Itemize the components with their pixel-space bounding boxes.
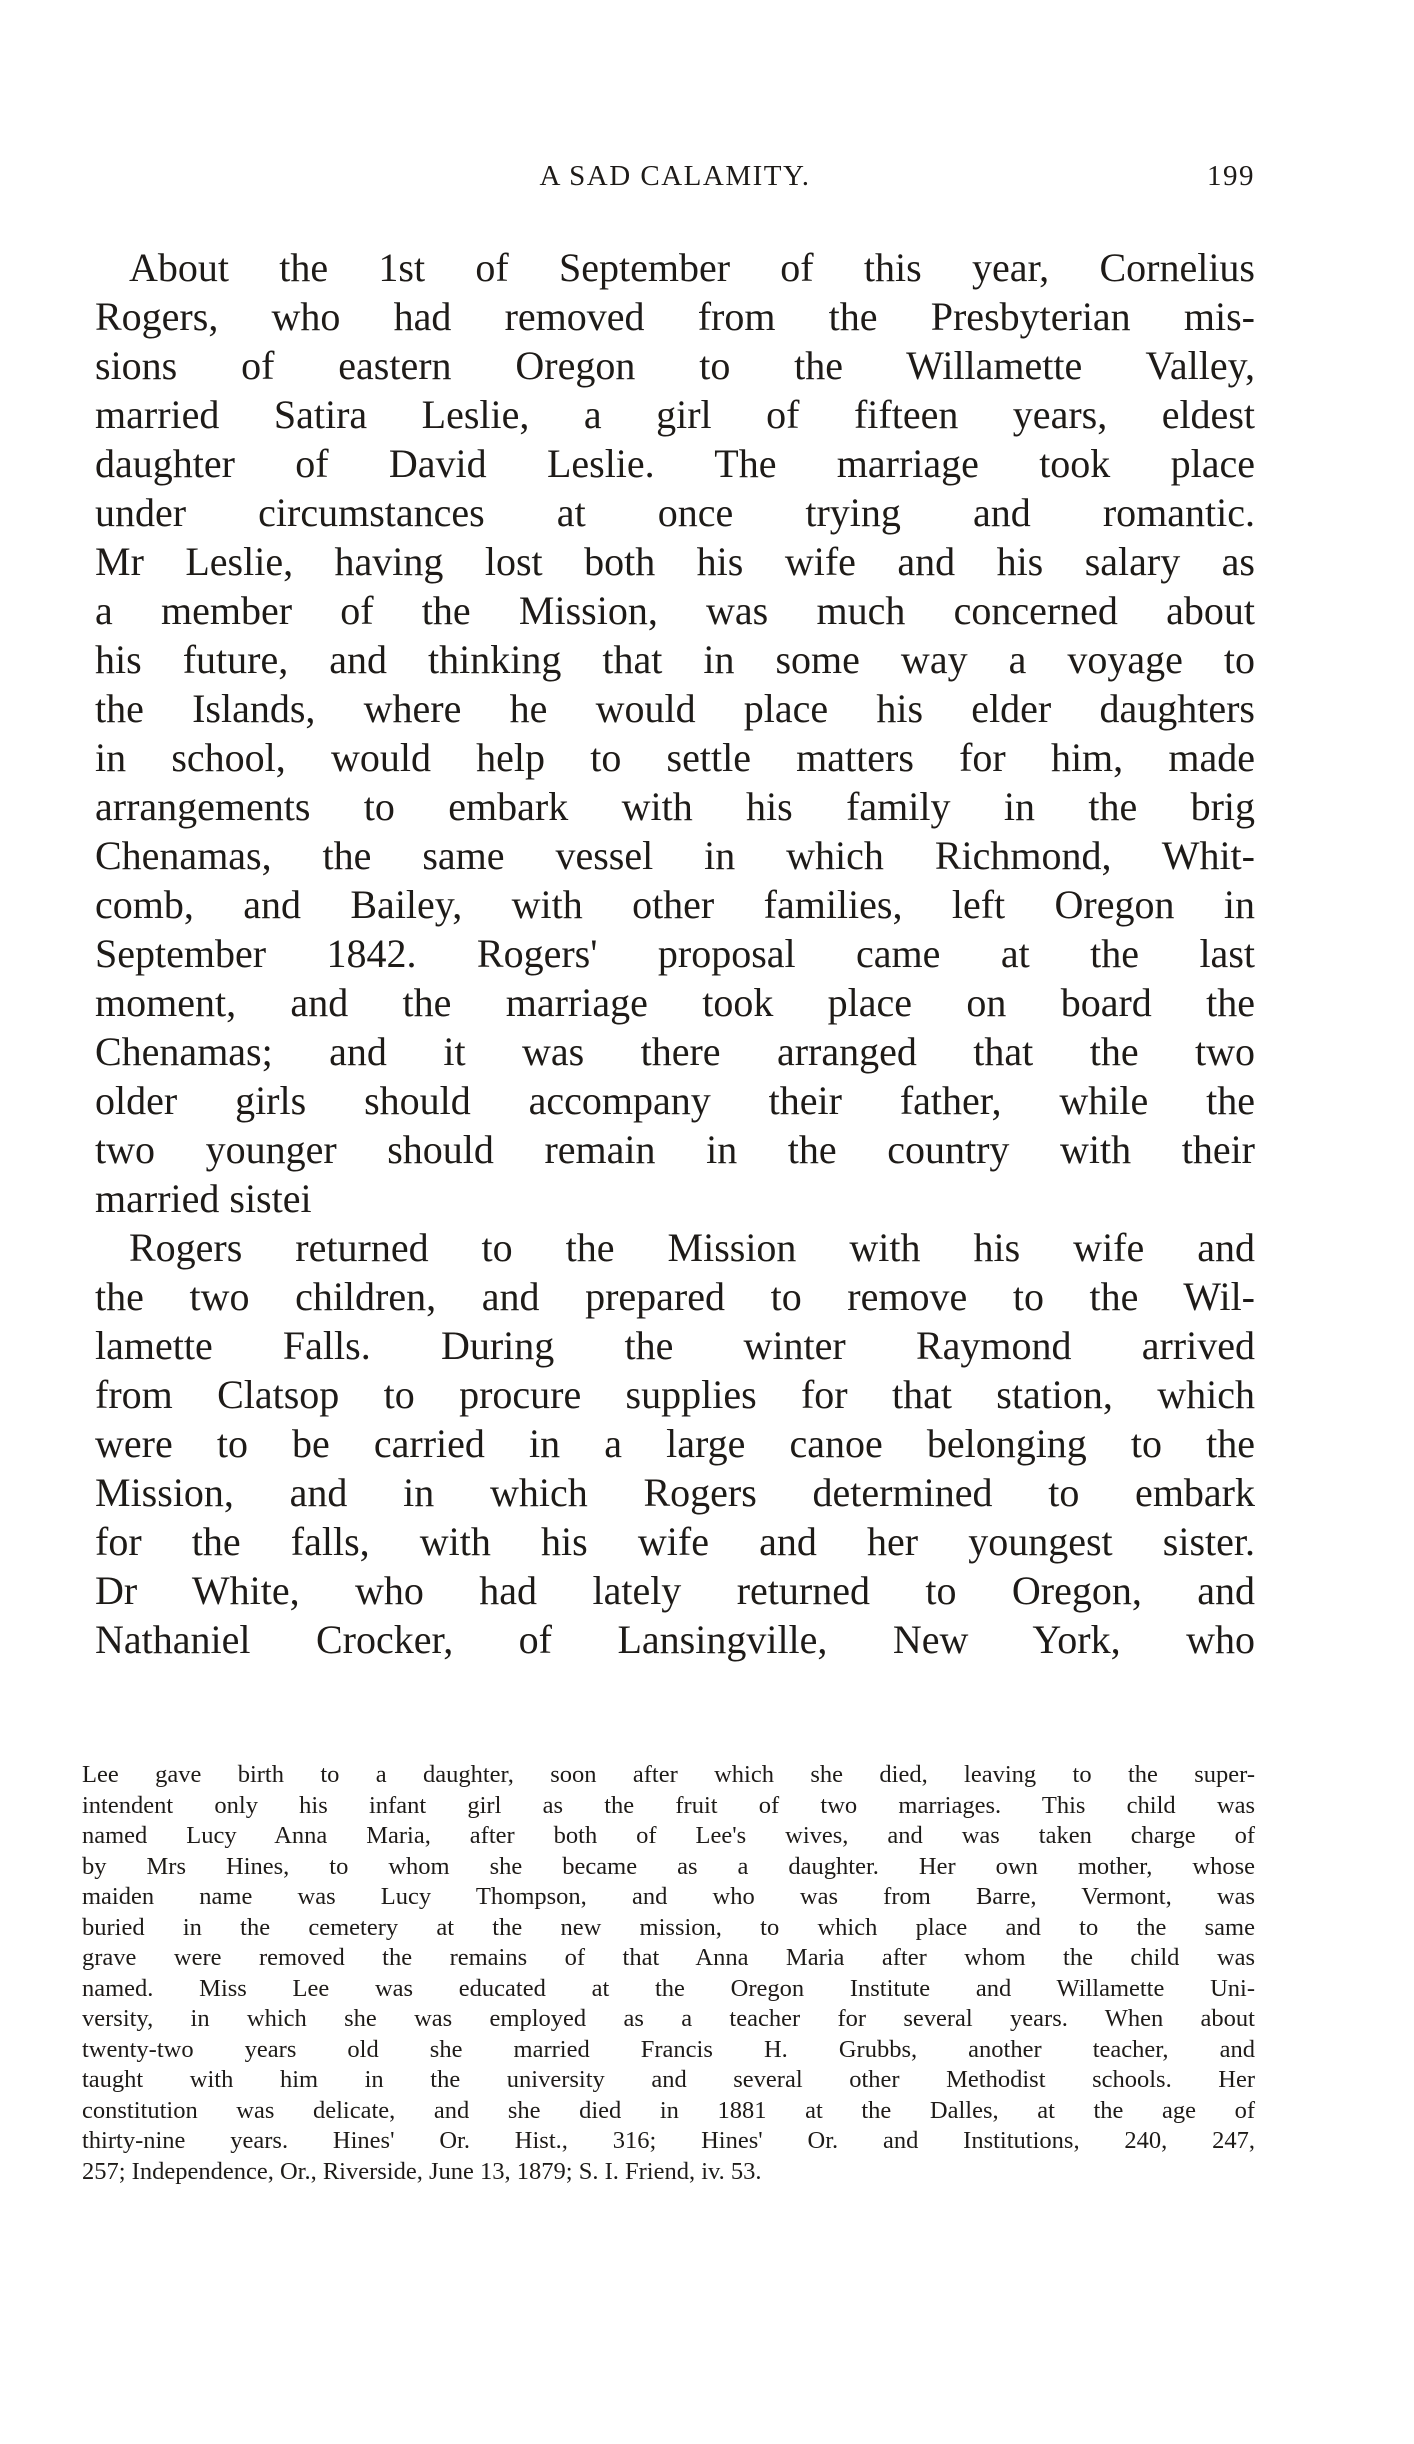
body-line: Rogers, who had removed from the Presbyterian mis- [95,294,1255,339]
footnote-line: named. Miss Lee was educated at the Oregon Institute and Willamette Uni- [82,1974,1255,2002]
body-line: comb, and Bailey, with other families, left Oregon in [95,882,1255,927]
footnote-line: constitution was delicate, and she died in 1881 at the Dalles, at the age of [82,2096,1255,2124]
footnote-line: buried in the cemetery at the new mission, to which place and to the same [82,1913,1255,1941]
body-line: for the falls, with his wife and her youngest sister. [95,1519,1255,1564]
footnote-line: 257; Independence, Or., Riverside, June 13, 1879; S. I. Friend, iv. 53. [82,2157,762,2185]
body-line: under circumstances at once trying and romantic. [95,490,1255,535]
body-line: moment, and the marriage took place on board the [95,980,1255,1025]
body-line: September 1842. Rogers' proposal came at the last [95,931,1255,976]
body-line: older girls should accompany their father, while the [95,1078,1255,1123]
main-text [95,243,1255,1664]
body-line: the Islands, where he would place his elder daughters [95,686,1255,731]
body-line: the two children, and prepared to remove to the Wil- [95,1274,1255,1319]
footnote-line: grave were removed the remains of that Anna Maria after whom the child was [82,1944,1255,1971]
body-line: were to be carried in a large canoe belonging to the [95,1421,1255,1466]
footnote-line: twenty-two years old she married Francis H. Grubbs, another teacher, and [82,2035,1255,2063]
body-line: Chenamas; and it was there arranged that the two [95,1029,1255,1074]
running-title: A SAD CALAMITY. [539,160,811,192]
footnote-line: named Lucy Anna Maria, after both of Lee's wives, and was taken charge of [82,1822,1255,1849]
body-line: Rogers returned to the Mission with his wife and [129,1225,1255,1270]
footnote-line: maiden name was Lucy Thompson, and who was from Barre, Vermont, was [82,1883,1255,1910]
body-line: Dr White, who had lately returned to Oregon, and [95,1568,1255,1613]
body-line: sions of eastern Oregon to the Willamette Valley, [95,343,1255,388]
body-line: lamette Falls. During the winter Raymond arrived [95,1323,1255,1368]
body-line: from Clatsop to procure supplies for that station, which [95,1372,1255,1417]
footnote-line: Lee gave birth to a daughter, soon after which she died, leaving to the super- [82,1761,1255,1788]
body-line: About the 1st of September of this year, Cornelius [129,245,1255,290]
footnote-line: by Mrs Hines, to whom she became as a daughter. Her own mother, whose [82,1852,1255,1880]
body-line: in school, would help to settle matters for him, made [95,735,1255,780]
body-line: Nathaniel Crocker, of Lansingville, New York, who [95,1617,1255,1662]
body-line: arrangements to embark with his family in the brig [95,784,1255,829]
body-line: two younger should remain in the country with their [95,1127,1255,1172]
body-line: a member of the Mission, was much concerned about [95,588,1255,633]
footnote-line: intendent only his infant girl as the fruit of two marriages. This child was [82,1791,1255,1819]
running-head [95,160,1255,204]
body-line: Chenamas, the same vessel in which Richmond, Whit- [95,833,1255,878]
body-line: his future, and thinking that in some way a voyage to [95,637,1255,682]
footnote-line: thirty-nine years. Hines' Or. Hist., 316; Hines' Or. and Institutions, 240, 247, [82,2127,1255,2154]
body-line: married sistei [95,1176,312,1221]
page-number: 199 [1207,160,1255,192]
body-line: daughter of David Leslie. The marriage took place [95,441,1255,486]
body-line: Mission, and in which Rogers determined to embark [95,1470,1255,1515]
footnote-line: taught with him in the university and several other Methodist schools. Her [82,2066,1255,2093]
footnote [82,1760,1255,2187]
footnote-line: versity, in which she was employed as a teacher for several years. When about [82,2005,1255,2032]
body-line: married Satira Leslie, a girl of fifteen years, eldest [95,392,1255,437]
body-line: Mr Leslie, having lost both his wife and his salary as [95,539,1255,584]
